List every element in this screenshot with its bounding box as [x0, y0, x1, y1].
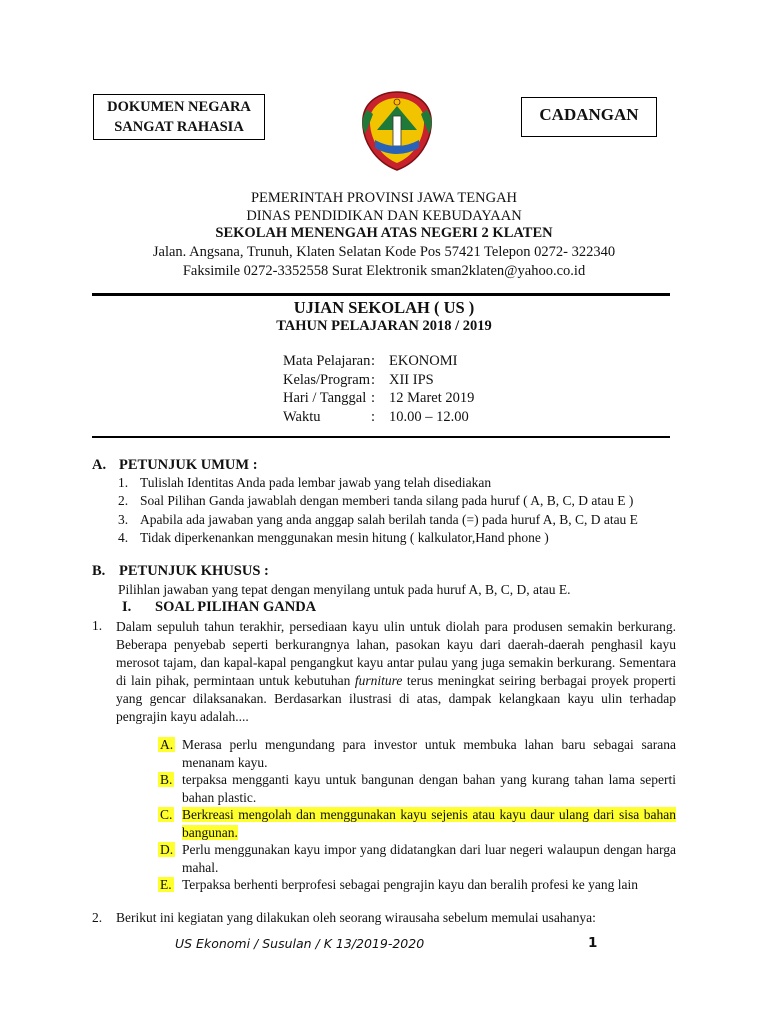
info-label: Kelas/Program: [283, 371, 370, 388]
header-school-name: SEKOLAH MENENGAH ATAS NEGERI 2 KLATEN: [215, 225, 553, 241]
exam-title: UJIAN SEKOLAH ( US ): [293, 298, 475, 317]
answer-option-c[interactable]: [158, 806, 676, 841]
exam-info-row: [283, 371, 474, 390]
header-address: Jalan. Angsana, Trunuh, Klaten Selatan Kode Pos 57421 Telepon 0272- 322340: [152, 244, 616, 260]
exam-info-row: [283, 352, 474, 371]
question-2-text: Berikut ini kegiatan yang dilakukan oleh seorang wirausaha sebelum memulai usahanya:: [116, 910, 596, 925]
option-text: [182, 806, 676, 841]
item-text: Soal Pilihan Ganda jawablah dengan memberi tanda silang pada huruf ( A, B, C, D atau E ): [140, 493, 634, 508]
section-letter: A.: [92, 457, 107, 473]
header-department: DINAS PENDIDIKAN DAN KEBUDAYAAN: [246, 208, 522, 224]
option-text: Merasa perlu mengundang para investor untuk membuka lahan baru sebagai sarana menanam kayu.: [182, 737, 676, 770]
option-letter: C.: [160, 807, 173, 822]
header-government: PEMERINTAH PROVINSI JAWA TENGAH: [250, 190, 518, 206]
subsection-title: SOAL PILIHAN GANDA: [155, 599, 317, 615]
section-title: PETUNJUK KHUSUS :: [119, 563, 269, 579]
question-italic-word: furniture: [354, 673, 403, 688]
option-letter: A.: [160, 737, 174, 752]
info-colon: :: [371, 353, 376, 369]
option-letter: D.: [160, 842, 174, 857]
question-1-text: [116, 618, 676, 726]
exam-info-row: [283, 408, 474, 427]
list-item: [118, 512, 638, 528]
exam-subtitle: TAHUN PELAJARAN 2018 / 2019: [276, 318, 492, 334]
item-number: 3.: [118, 512, 129, 527]
answer-option-a[interactable]: [158, 736, 676, 771]
exam-info-table: [283, 352, 474, 426]
item-number: 4.: [118, 530, 129, 545]
info-value: 10.00 – 12.00: [389, 408, 469, 425]
question-number: 2.: [92, 910, 103, 925]
section-petunjuk-umum: [92, 457, 258, 474]
info-divider: [92, 436, 670, 438]
doc-box-line2: SANGAT RAHASIA: [114, 119, 244, 135]
item-number: 1.: [118, 475, 129, 490]
info-colon: :: [371, 390, 376, 406]
header-divider: [92, 293, 670, 296]
option-text: terpaksa mengganti kayu untuk bangunan dengan bahan yang kurang tahan lama seperti bahan plastic.: [182, 772, 676, 805]
page-number: 1: [588, 935, 598, 951]
answer-option-b[interactable]: [158, 771, 676, 806]
list-item: [118, 493, 633, 509]
option-letter: E.: [160, 877, 172, 892]
option-text-highlighted: Berkreasi mengolah dan menggunakan kayu sejenis atau kayu daur ulang dari sisa bahan bangunan.: [182, 807, 676, 840]
info-label: Mata Pelajaran: [283, 353, 371, 369]
question-text-part2: terus meningkat seiring berbagai proyek properti yang gencar dilaksanakan. Berdasarkan ilustrasi di atas, dampak kelangkaan kayu ulin terhadap pengrajin kayu adalah....: [116, 673, 677, 724]
info-label: Waktu: [283, 408, 321, 425]
info-colon: :: [371, 408, 376, 425]
exam-info-row: [283, 389, 474, 408]
info-label: Hari / Tanggal: [283, 390, 367, 406]
option-letter: B.: [160, 772, 173, 787]
petunjuk-khusus-text: Pilihlan jawaban yang tepat dengan menyilang untuk pada huruf A, B, C, D, atau E.: [118, 582, 571, 597]
doc-box-line1: DOKUMEN NEGARA: [107, 99, 251, 115]
question-number: 1.: [92, 618, 103, 633]
item-number: 2.: [118, 493, 129, 508]
answer-option-d[interactable]: [158, 841, 676, 876]
info-colon: :: [371, 371, 376, 388]
section-petunjuk-khusus: [92, 563, 269, 580]
question-text-part1: Dalam sepuluh tahun terakhir, persediaan kayu ulin untuk diolah para produsen semakin berkurang. Beberapa penyebab seperti berkurangnya lahan, pasokan kayu dari daerah-daerah penghasil kayu merosot tajam, dan kapal-kapal pengangkut kayu antar pulau yang juga semakin berkurang. Sementara di lain pihak, permintaan untuk kebutuhan: [116, 619, 676, 688]
subsection-heading: [122, 599, 316, 616]
header-contact: Faksimile 0272-3352558 Surat Elektronik sman2klaten@yahoo.co.id: [182, 263, 586, 279]
footer-text: US Ekonomi / Susulan / K 13/2019-2020: [175, 936, 425, 951]
item-text: Apabila ada jawaban yang anda anggap salah berilah tanda (=) pada huruf A, B, C, D atau E: [140, 512, 638, 527]
option-text: Perlu menggunakan kayu impor yang didatangkan dari luar negeri walaupun dengan harga mahal.: [182, 842, 676, 875]
list-item: [118, 475, 491, 491]
subsection-number: I.: [122, 599, 132, 615]
info-value: 12 Maret 2019: [389, 390, 475, 406]
item-text: Tidak diperkenankan menggunakan mesin hitung ( kalkulator,Hand phone ): [140, 530, 549, 545]
list-item: [118, 530, 549, 546]
info-value: XII IPS: [389, 371, 434, 388]
option-text: Terpaksa berhenti berprofesi sebagai pengrajin kayu dan beralih profesi ke yang lain: [182, 877, 639, 892]
info-value: EKONOMI: [389, 353, 458, 369]
section-letter: B.: [92, 563, 106, 579]
province-emblem-logo: [357, 90, 437, 172]
document-classification-box: [93, 94, 265, 140]
item-text: Tulislah Identitas Anda pada lembar jawab yang telah disediakan: [140, 475, 492, 490]
cadangan-box: CADANGAN: [521, 97, 657, 137]
answer-option-e[interactable]: [158, 876, 676, 894]
section-title: PETUNJUK UMUM :: [119, 457, 258, 473]
